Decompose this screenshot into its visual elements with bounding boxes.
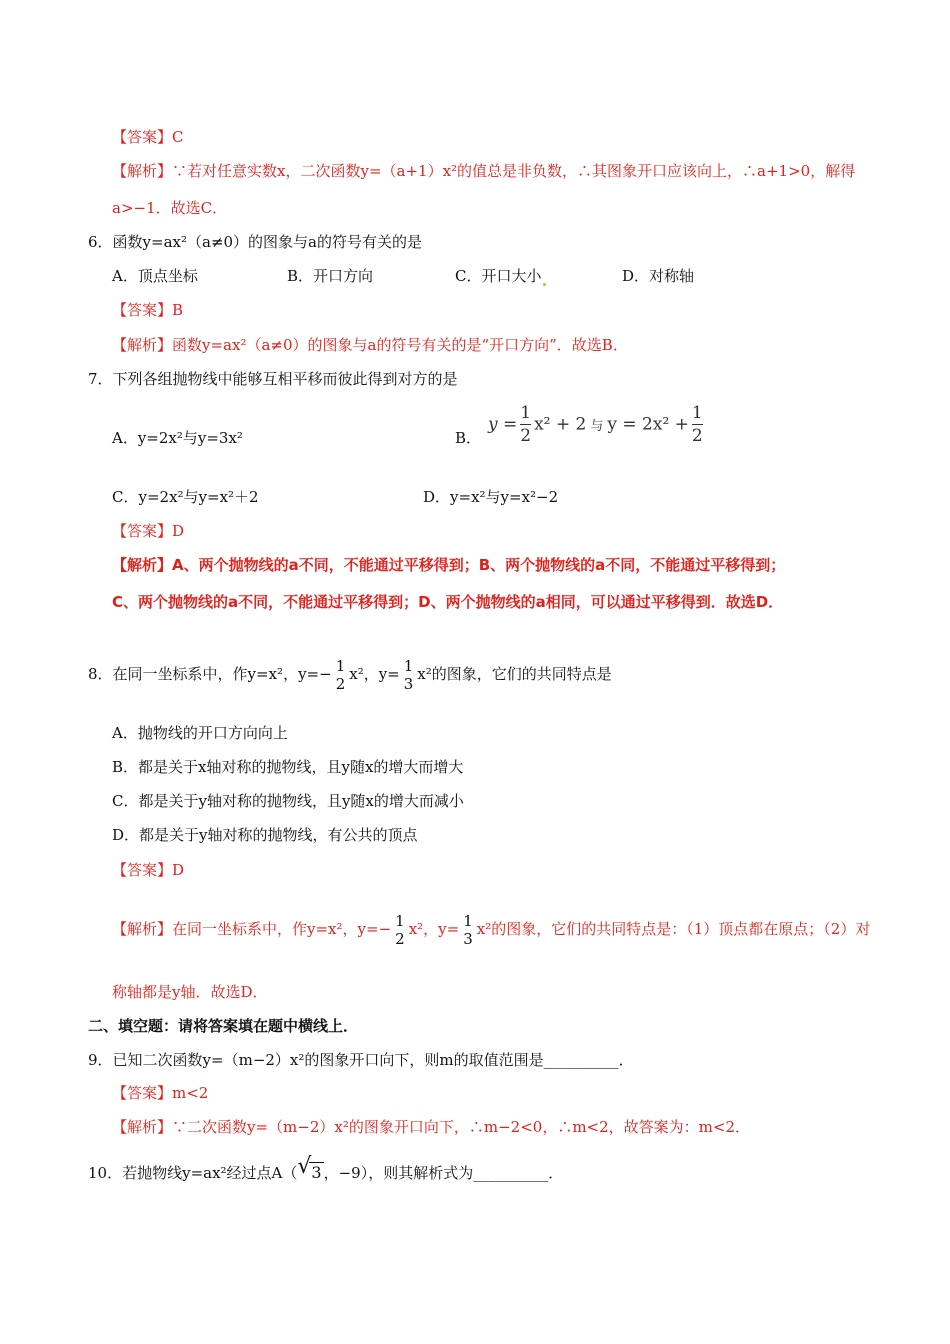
formula-text: y = [488,414,518,435]
option-text: 顶点坐标 [137,267,198,285]
answer-tag: 【答案】 [112,1084,173,1102]
question-text: x²，y= [349,665,400,683]
fraction-denominator: 2 [335,675,346,693]
q8-option-c: C．都是关于y轴对称的抛物线，且y随x的增大而减小 [112,792,464,810]
analysis-tag: 【解析】 [112,162,173,180]
analysis-text: ∵若对任意实数x，二次函数y=（a+1）x²的值总是非负数，∴其图象开口应该向上，∴a+1>0，解得 [172,162,856,180]
answer-tag: 【答案】 [112,522,173,540]
question-text: x²的图象，它们的共同特点是 [417,665,612,683]
analysis-text: 在同一坐标系中，作y=x²，y=− [172,920,392,938]
fraction-denominator: 2 [520,426,532,446]
answer-value: D [172,861,185,879]
answer-tag: 【答案】 [112,861,173,879]
question-text: 若抛物线y=ax²经过点A（ [122,1164,298,1182]
q6-option-c [455,266,546,286]
analysis-text: 函数y=ax²（a≠0）的图象与a的符号有关的是“开口方向”．故选B． [172,336,628,354]
question-text: 在同一坐标系中，作y=x²，y=− [112,665,332,683]
q7-option-a: A．y=2x²与y=3x² [112,429,243,447]
question-number: 8． [88,665,113,683]
analysis-tag: 【解析】 [112,556,173,574]
option-text: 开口方向 [313,267,374,285]
question-text: ，−9），则其解析式为__________． [323,1164,564,1182]
q8-answer [112,860,184,880]
answer-value: D [172,522,185,540]
q6-analysis [112,335,628,355]
q7-option-b-label: B． [455,429,482,447]
q9-answer [112,1083,208,1103]
option-label: B． [287,267,314,285]
formula-connector: 与 [590,419,604,434]
question-number: 10． [88,1164,123,1182]
fraction-denominator: 3 [403,675,414,693]
sqrt-expression [297,1154,323,1183]
q9-analysis [112,1117,750,1137]
q7-option-d: D．y=x²与y=x²−2 [423,488,559,506]
formula-text: x² + 2 [534,414,587,435]
analysis-text: A、两个抛物线的a不同，不能通过平移得到；B、两个抛物线的a不同，不能通过平移得到； [172,556,786,574]
fraction-numerator: 1 [691,403,703,423]
q5-answer [112,127,184,147]
fraction-numerator: 1 [520,403,532,423]
q10-question [88,1154,564,1183]
fraction [461,912,475,948]
option-label: C． [455,267,482,285]
analysis-tag: 【解析】 [112,1118,173,1136]
q8-option-d: D．都是关于y轴对称的抛物线，有公共的顶点 [112,826,418,844]
q6-question [88,232,422,252]
analysis-tag: 【解析】 [112,336,173,354]
fraction-numerator: 1 [335,657,346,675]
option-label: A． [112,267,138,285]
fraction-numerator: 1 [463,912,473,930]
q7-answer [112,521,184,541]
fraction-denominator: 3 [463,930,473,948]
q7-option-c: C．y=2x²与y=x²＋2 [112,488,259,506]
analysis-tag: 【解析】 [112,920,173,938]
q9-question [88,1050,634,1070]
fraction [334,657,348,693]
fraction-denominator: 2 [691,426,703,446]
answer-value: B [172,301,184,319]
radical-sign: √ [297,1154,312,1179]
mark-dot [543,283,546,286]
fraction-numerator: 1 [395,912,405,930]
q6-option-d [622,266,694,286]
answer-tag: 【答案】 [112,128,173,146]
fraction-numerator: 1 [403,657,414,675]
section-title: 二、填空题：请将答案填在题中横线上． [88,1017,359,1035]
fraction [692,402,703,447]
q8-option-b: B．都是关于x轴对称的抛物线，且y随x的增大而增大 [112,758,464,776]
q7-analysis-line1 [112,555,785,575]
question-number: 9． [88,1051,113,1069]
question-text: 已知二次函数y=（m−2）x²的图象开口向下，则m的取值范围是__________． [112,1051,634,1069]
option-text: 对称轴 [649,267,695,285]
fraction [520,402,531,447]
option-label: D． [622,267,650,285]
fraction [393,912,407,948]
question-text: 函数y=ax²（a≠0）的图象与a的符号有关的是 [112,233,423,251]
answer-tag: 【答案】 [112,301,173,319]
q6-option-a [112,266,198,286]
q7-question [88,369,458,389]
analysis-text: ∵二次函数y=（m−2）x²的图象开口向下，∴m−2<0，∴m<2，故答案为：m<2． [172,1118,750,1136]
answer-value: C [172,128,184,146]
question-number: 6． [88,233,113,251]
fraction [402,657,416,693]
q8-question [88,650,612,698]
question-text: 下列各组抛物线中能够互相平移而彼此得到对方的是 [112,370,458,388]
analysis-text: x²的图象，它们的共同特点是：（1）顶点都在原点；（2）对 [476,920,871,938]
q8-option-a: A．抛物线的开口方向向上 [112,724,288,742]
q8-analysis-line1 [112,905,870,953]
q7-analysis-line2: C、两个抛物线的a不同，不能通过平移得到；D、两个抛物线的a相同，可以通过平移得到．故选D． [112,593,784,611]
formula-text: y = 2x² + [607,414,689,435]
answer-value: m<2 [172,1084,209,1102]
radicand: 3 [311,1163,322,1182]
option-text: 开口大小 [481,267,542,285]
q5-analysis-line1 [112,161,855,181]
q6-option-b [287,266,373,286]
q5-analysis-line2: a>−1．故选C． [112,199,228,217]
analysis-text: x²，y= [408,920,460,938]
q8-analysis-line2: 称轴都是y轴．故选D． [112,983,268,1001]
fraction-denominator: 2 [395,930,405,948]
q7-option-b-formula [488,402,706,447]
question-number: 7． [88,370,113,388]
q6-answer [112,300,183,320]
